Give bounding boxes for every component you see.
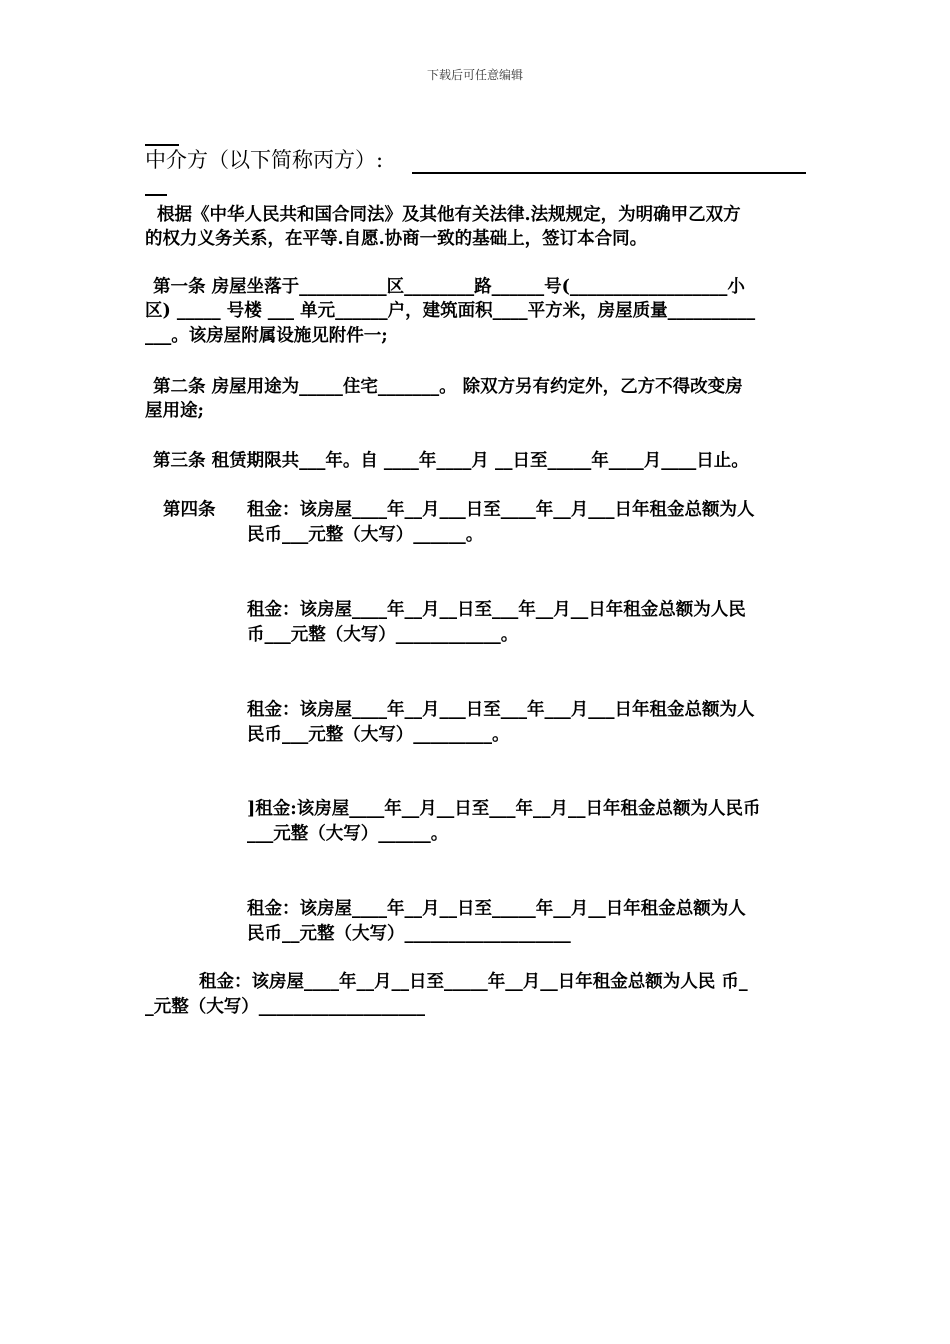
rent2-line-1: 租金：该房屋____年__月__日至___年__月__日年租金总额为人民 [247, 600, 746, 620]
underline-blank-main [412, 172, 806, 174]
rent5-line-1: 租金：该房屋____年__月__日至_____年__月__日年租金总额为人 [247, 899, 746, 919]
rent6-line-1: 租金：该房屋____年__月__日至_____年__月__日年租金总额为人民 币_ [199, 972, 748, 992]
article2-line-2: 屋用途; [145, 401, 204, 421]
preamble-line-1: 根据《中华人民共和国合同法》及其他有关法律.法规规定，为明确甲乙双方 [157, 205, 741, 225]
rent2-line-2: 币___元整（大写）____________。 [247, 625, 519, 645]
underline-blank-bottom [145, 194, 167, 196]
rent1-line-2: 民币___元整（大写）______。 [247, 525, 484, 545]
article1-line-1: 第一条 房屋坐落于__________区________路______号(__________________小 [153, 277, 745, 297]
rent6-line-2: _元整（大写）___________________ [145, 997, 425, 1017]
rent5-line-2: 民币__元整（大写）___________________ [247, 924, 571, 944]
article1-line-3: ___。该房屋附属设施见附件一; [145, 326, 388, 346]
rent3-line-2: 民币___元整（大写）_________。 [247, 725, 510, 745]
underline-blank-top [145, 144, 179, 146]
rent1-line-1: 租金：该房屋____年__月___日至____年__月___日年租金总额为人 [247, 500, 755, 520]
rent4-line-2: ___元整（大写）______。 [247, 824, 449, 844]
article2-line-1: 第二条 房屋用途为_____住宅_______。 除双方另有约定外，乙方不得改变房 [153, 377, 743, 397]
rent4-line-1: ]租金:该房屋____年__月__日至___年__月__日年租金总额为人民币 [247, 799, 761, 819]
article3-line-1: 第三条 租赁期限共___年。自 ____年____月 __日至_____年____月____日止。 [153, 451, 749, 471]
preamble-line-2: 的权力义务关系，在平等.自愿.协商一致的基础上，签订本合同。 [145, 229, 648, 249]
article1-line-2: 区) _____ 号楼 ___ 单元______户，建筑面积____平方米，房屋质量__________ [145, 301, 756, 321]
page-header-note: 下载后可任意编辑 [426, 68, 523, 82]
article4-label: 第四条 [163, 500, 216, 520]
intermediary-label: 中介方（以下简称丙方）: [145, 148, 384, 172]
rent3-line-1: 租金：该房屋____年__月___日至___年___月___日年租金总额为人 [247, 700, 755, 720]
